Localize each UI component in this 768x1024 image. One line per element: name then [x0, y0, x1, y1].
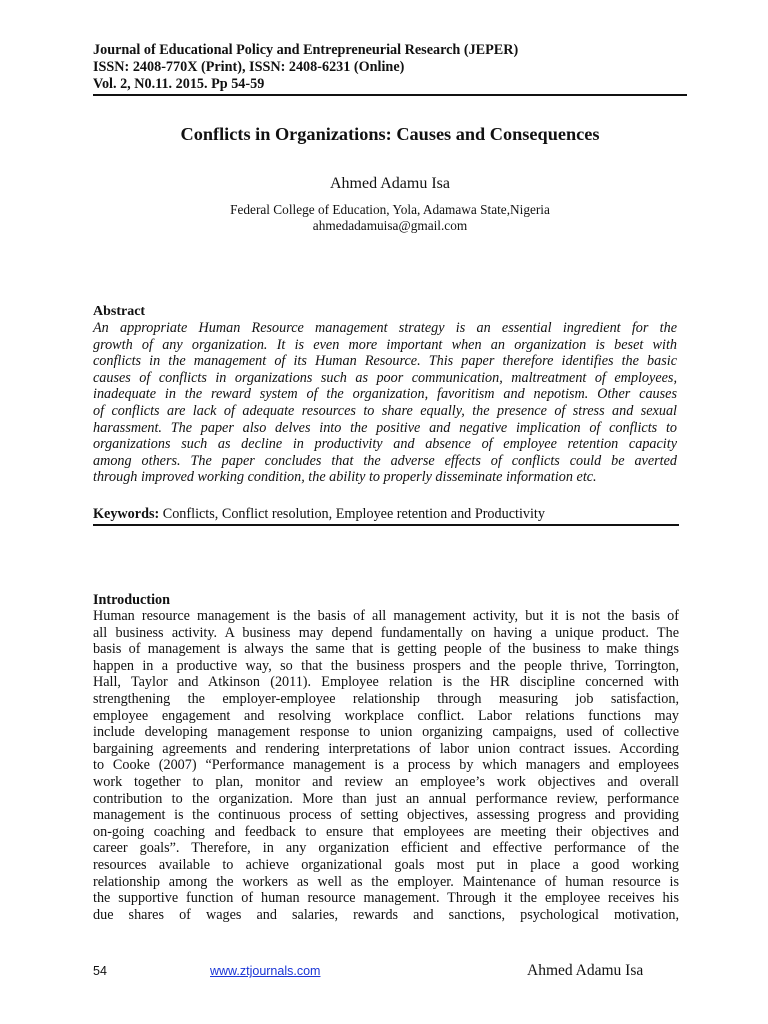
abstract-line: growth of any organization. It is even more important when an organization is beset with: [93, 336, 677, 353]
introduction-line: to Cooke (2007) “Performance management is a process by which managers and employees: [93, 757, 679, 774]
abstract-line: of conflicts are lack of adequate resources to share equally, the presence of stress and sexual: [93, 402, 677, 419]
introduction-line: Hall, Taylor and Atkinson (2011). Employee relation is the HR discipline concerned with: [93, 674, 679, 691]
keywords-text: Conflicts, Conflict resolution, Employee retention and Productivity: [159, 506, 545, 522]
introduction-line: basis of management is always the same that is getting people of the business to make things: [93, 641, 679, 658]
journal-volume: Vol. 2, N0.11. 2015. Pp 54-59: [93, 76, 265, 92]
abstract-body: [93, 320, 677, 486]
abstract-line: conflicts in the management of its Human Resource. This paper therefore identifies the basic: [93, 353, 677, 370]
introduction-line: contribution to the organization. More than just an annual performance review, performance: [93, 790, 679, 807]
introduction-line: all business activity. A business may depend fundamentally on having a unique product. The: [93, 624, 679, 641]
abstract-line: harassment. The paper also delves into the positive and negative implication of conflicts to: [93, 419, 677, 436]
author-email: ahmedadamuisa@gmail.com: [312, 218, 468, 233]
author-affiliation: Federal College of Education, Yola, Adamawa State,Nigeria: [230, 202, 550, 217]
abstract-line: among others. The paper concludes that the adverse effects of conflicts could be averted: [93, 452, 677, 469]
footer-author: Ahmed Adamu Isa: [527, 962, 644, 979]
introduction-line: resources available to achieve organizational goals most put in place a good working: [93, 856, 679, 873]
abstract-line: inadequate in the reward system of the organization, favoritism and nepotism. Other causes: [93, 386, 677, 403]
introduction-line: Human resource management is the basis of all management activity, but it is not the basis of: [93, 608, 679, 624]
introduction-line: due shares of wages and salaries, rewards and sanctions, psychological motivation,: [93, 906, 679, 923]
abstract-line: causes of conflicts in organizations such as poor communication, maltreatment of employees,: [93, 369, 677, 386]
introduction-line: happen in a productive way, so that the business prospers and the people thrive, Torrington,: [93, 657, 679, 674]
introduction-line: include developing management response to union organizing campaigns, used of collective: [93, 724, 679, 741]
abstract-line: organizations such as decline in productivity and absence of employee retention capacity: [93, 436, 677, 453]
introduction-line: career goals”. Therefore, in any organization efficient and effective performance of the: [93, 840, 679, 857]
abstract-line: An appropriate Human Resource management strategy is an essential ingredient for the: [93, 320, 677, 336]
author-affiliation-block: [93, 202, 687, 234]
keywords-divider: [93, 524, 679, 526]
keywords-label: Keywords:: [93, 506, 160, 522]
introduction-line: bargaining agreements and rendering interpretations of labor union contract issues. According: [93, 740, 679, 757]
introduction-line: work together to plan, monitor and review an employee’s work objectives and overall: [93, 773, 679, 790]
header-divider: [93, 94, 687, 96]
abstract-line: through improved working condition, the ability to properly disseminate information etc.: [93, 469, 597, 486]
journal-website-link[interactable]: www.ztjournals.com: [210, 964, 321, 978]
introduction-body: [93, 608, 679, 923]
journal-title: Journal of Educational Policy and Entrepreneurial Research (JEPER): [93, 42, 519, 58]
introduction-heading: Introduction: [93, 592, 170, 608]
introduction-line: relationship among the workers as well as the employer. Maintenance of human resource is: [93, 873, 679, 890]
introduction-line: the supportive function of human resource management. Through it the employee receives his: [93, 890, 679, 907]
introduction-line: management is the continuous process of setting objectives, assessing progress and providing: [93, 807, 679, 824]
keywords: [93, 506, 679, 523]
abstract-heading: Abstract: [93, 304, 146, 319]
paper-title: Conflicts in Organizations: Causes and Consequences: [180, 124, 600, 144]
page-number: 54: [93, 964, 107, 978]
journal-issn: ISSN: 2408-770X (Print), ISSN: 2408-6231 (Online): [93, 59, 405, 75]
author-name: Ahmed Adamu Isa: [330, 175, 450, 192]
journal-header: [93, 42, 687, 93]
introduction-line: strengthening the employer-employee relationship through measuring job satisfaction,: [93, 690, 679, 707]
introduction-line: on-going coaching and feedback to ensure that employees are meeting their objectives and: [93, 823, 679, 840]
introduction-line: employee engagement and resolving workplace conflict. Labor relations functions may: [93, 707, 679, 724]
